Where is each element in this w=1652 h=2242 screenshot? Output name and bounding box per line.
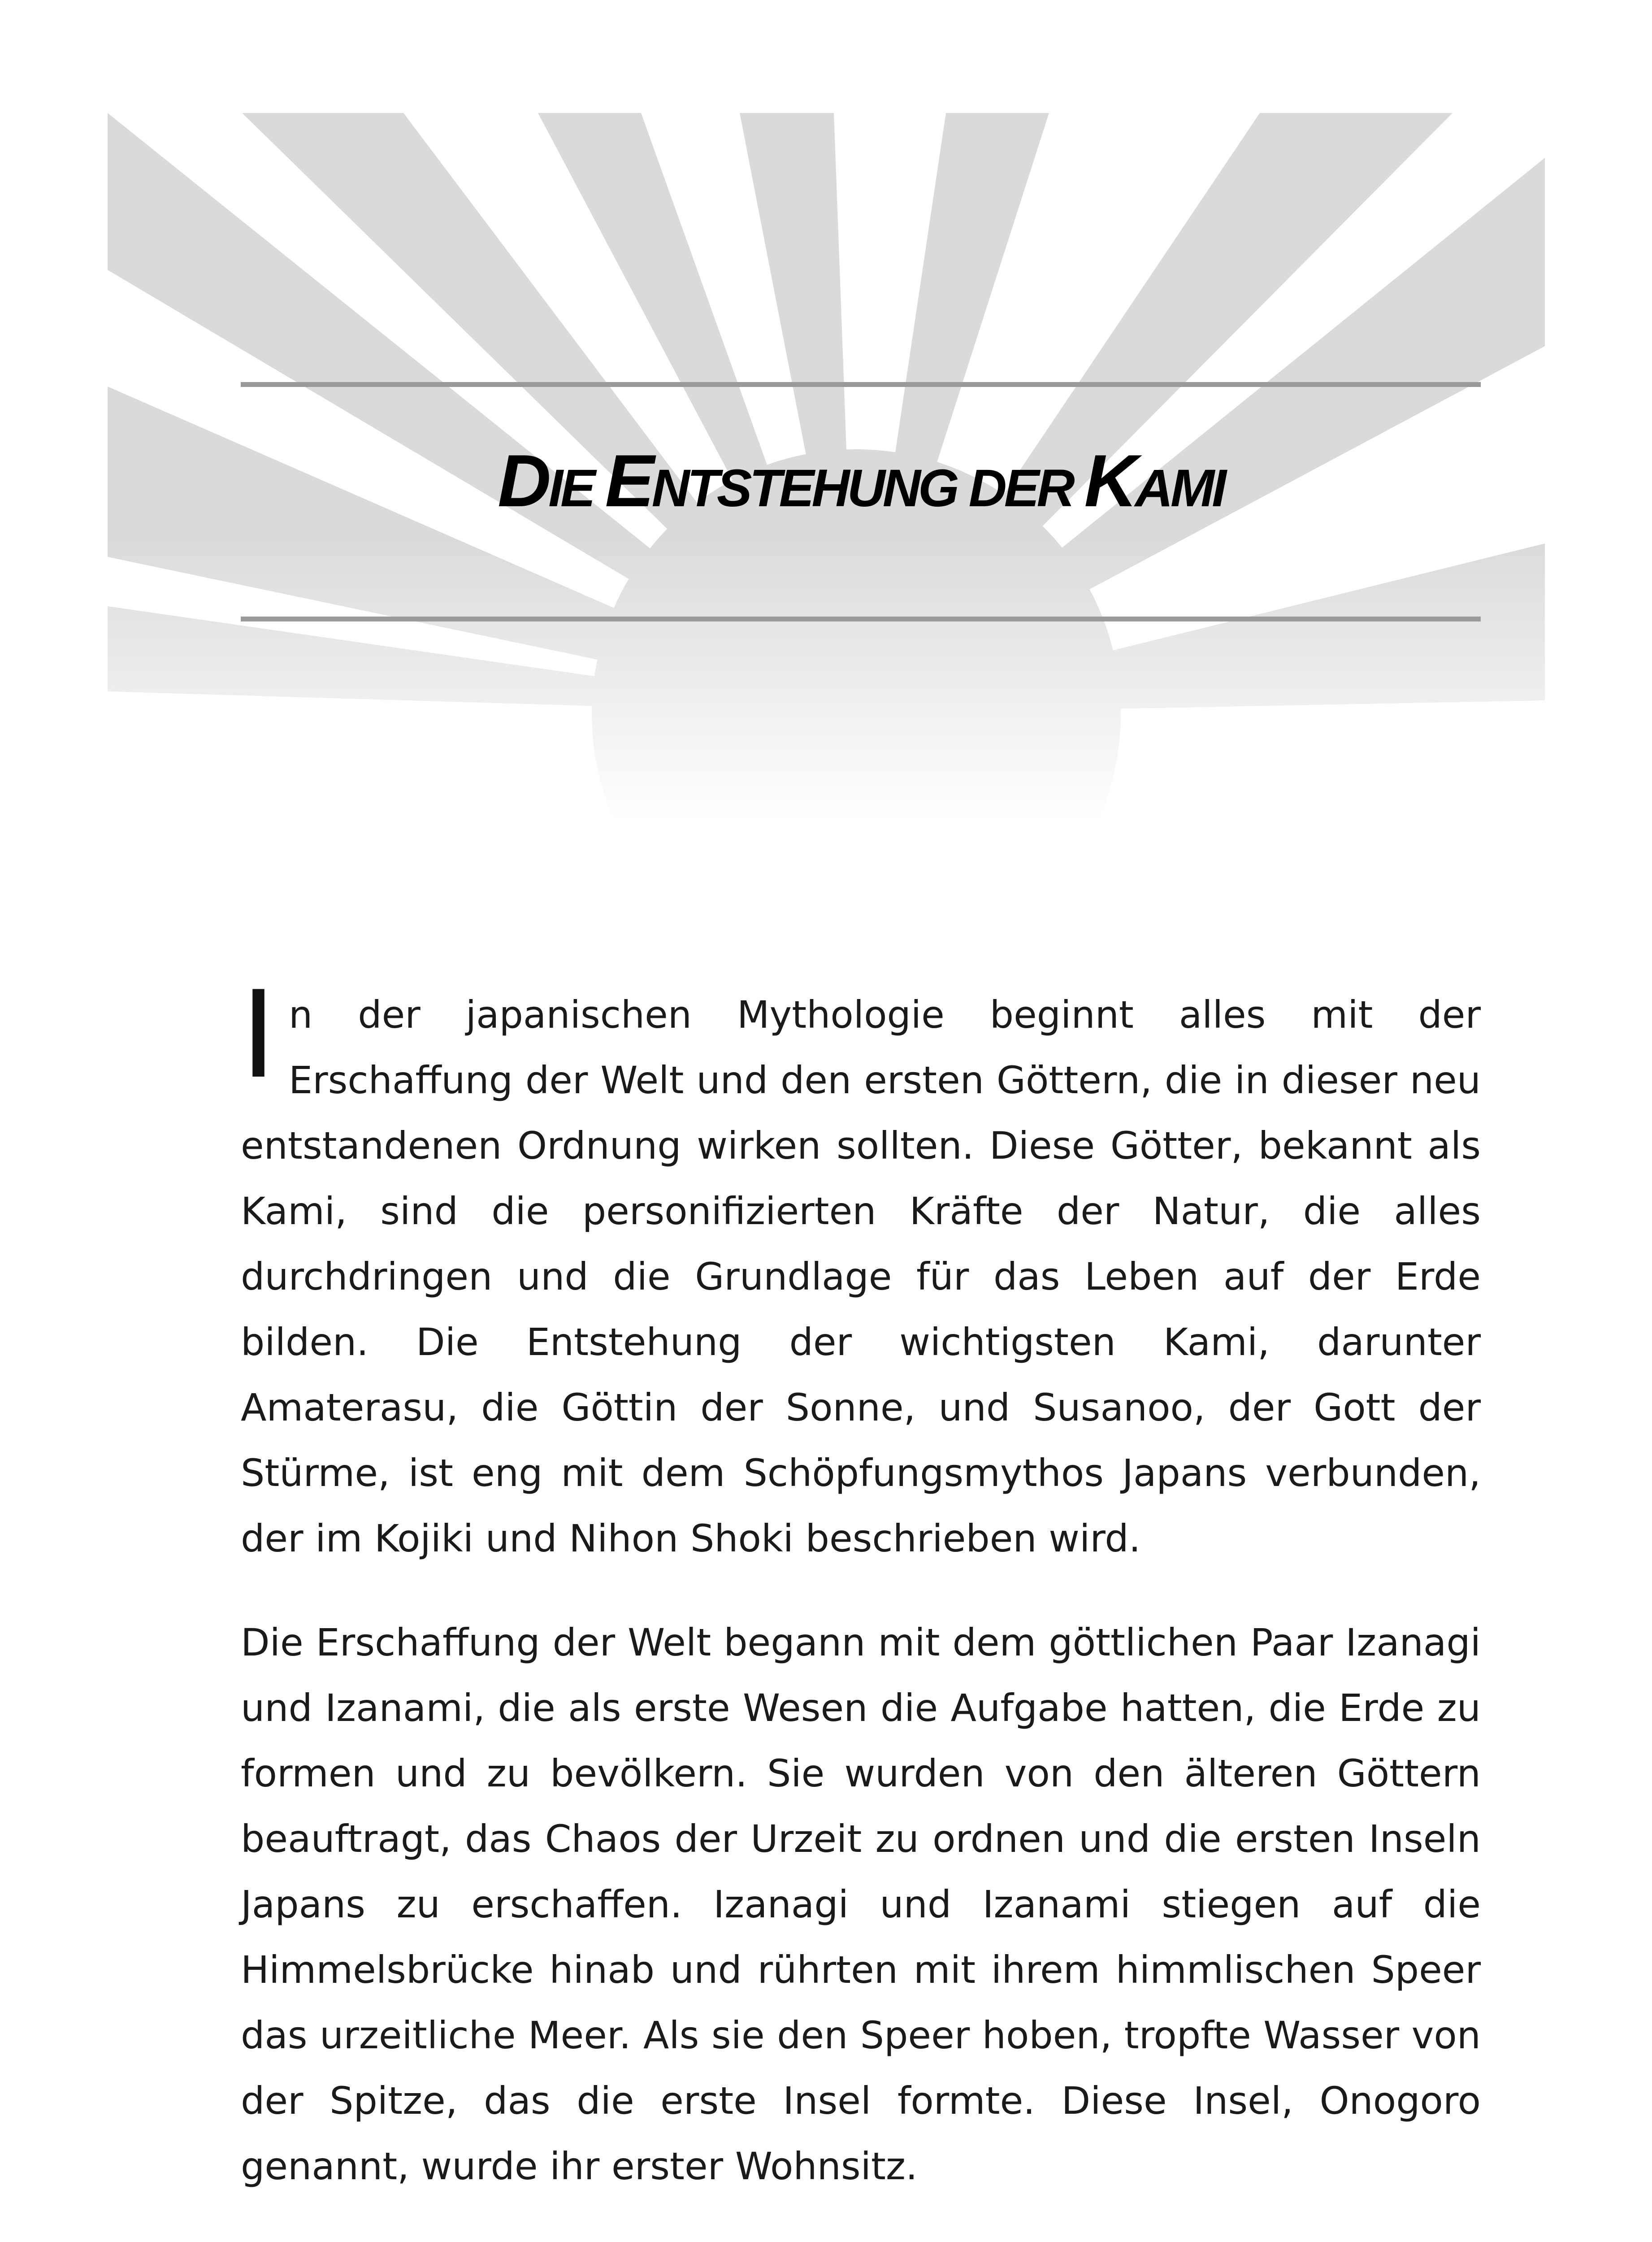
title-smallcaps-3: AMI [1135, 459, 1224, 518]
paragraph-2-text: Die Erschaffung der Welt begann mit dem göttlichen Paar Izanagi und Izanami, die als erste Wesen die Aufgabe hatten, die Erde zu formen und zu bevölkern. Sie wurden von den älteren Göttern beauftragt, das Chaos der Urzeit zu ordnen und die ersten Inseln Japans zu erschaffen. Izanagi und Izanami stiegen auf die Himmelsbrücke hinab und rührten mit ihrem himmlischen Speer das urzeitliche Meer. Als sie den Speer hoben, tropfte Wasser von der Spitze, das die erste Insel formte. Diese Insel, Onogoro genannt, wurde ihr erster Wohnsitz. [241, 1621, 1481, 2188]
body-paragraph-2 [241, 1610, 1481, 2199]
title-rule-top [241, 382, 1481, 387]
body-paragraph-1 [241, 965, 1481, 1571]
title-rule-bottom [241, 617, 1481, 621]
title-initial-e: E [605, 439, 652, 522]
chapter-title [241, 439, 1481, 522]
title-initial-k: K [1084, 439, 1135, 522]
title-smallcaps-1: IE [548, 459, 605, 518]
paragraph-1-text: n der japanischen Mythologie beginnt alles mit der Erschaffung der Welt und den ersten Göttern, die in dieser neu entstandenen Ordnung wirken sollten. Diese Götter, bekannt als Kami, sind die personifizierten Kräfte der Natur, die alles durchdringen und die Grundlage für das Leben auf der Erde bilden. Die Entstehung der wichtigsten Kami, darunter Amaterasu, die Göttin der Sonne, und Susanoo, der Gott der Stürme, ist eng mit dem Schöpfungsmythos Japans verbunden, der im Kojiki und Nihon Shoki beschrieben wird. [241, 993, 1481, 1560]
title-smallcaps-2: NTSTEHUNG DER [651, 459, 1084, 518]
drop-cap: I [241, 965, 277, 1105]
title-initial-d: D [498, 439, 549, 522]
